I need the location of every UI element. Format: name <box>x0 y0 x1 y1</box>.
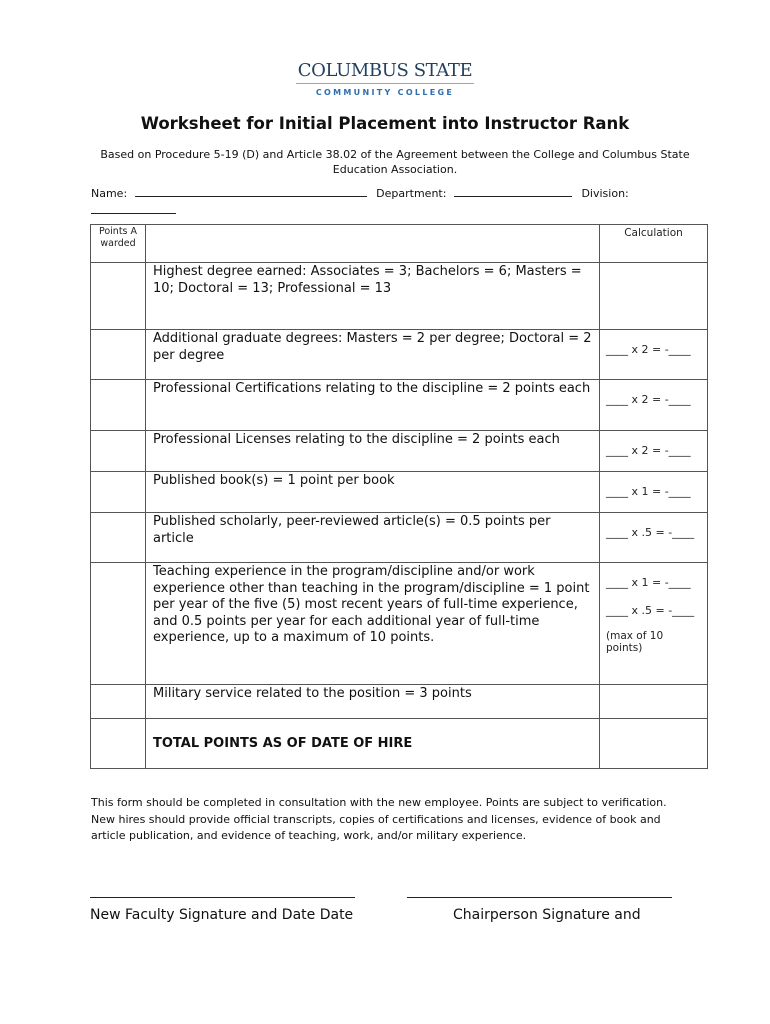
logo-name: COLUMBUS STATE <box>296 60 474 84</box>
calc-line: ____ x .5 = -____ <box>606 526 695 539</box>
row-description: Professional Licenses relating to the discipline = 2 points each <box>146 431 600 472</box>
description-header <box>146 225 600 263</box>
table-row <box>91 563 708 685</box>
calculation-cell <box>600 330 708 380</box>
faculty-signature-label: New Faculty Signature and Date Date <box>90 907 354 923</box>
calculation-cell <box>600 719 708 769</box>
table-row <box>91 472 708 513</box>
page-title: Worksheet for Initial Placement into Instructor Rank <box>140 114 630 133</box>
calculation-cell <box>600 513 708 563</box>
points-cell[interactable] <box>91 330 146 380</box>
department-field[interactable] <box>454 185 572 197</box>
calc-line: ____ x 2 = -____ <box>606 444 691 457</box>
calc-line: ____ x 2 = -____ <box>606 343 691 356</box>
calculation-cell <box>600 685 708 719</box>
calculation-cell <box>600 563 708 685</box>
chair-signature-label: Chairperson Signature and <box>453 907 641 923</box>
calculation-header: Calculation <box>600 225 708 263</box>
points-cell[interactable] <box>91 263 146 330</box>
table-row <box>91 685 708 719</box>
calculation-cell <box>600 431 708 472</box>
division-field[interactable] <box>91 202 176 214</box>
faculty-signature-line[interactable] <box>90 897 355 906</box>
table-row-total <box>91 719 708 769</box>
logo-subtitle: COMMUNITY COLLEGE <box>315 88 455 97</box>
procedure-subtitle: Based on Procedure 5-19 (D) and Article 38.02 of the Agreement between the College and Columbus State Education Association. <box>100 148 690 176</box>
total-label: TOTAL POINTS AS OF DATE OF HIRE <box>146 719 600 769</box>
faculty-signature-block <box>90 897 355 924</box>
row-description: Published scholarly, peer-reviewed article(s) = 0.5 points per article <box>146 513 600 563</box>
points-cell[interactable] <box>91 563 146 685</box>
points-cell[interactable] <box>91 719 146 769</box>
points-cell[interactable] <box>91 472 146 513</box>
division-label: Division: <box>581 187 629 200</box>
table-row <box>91 513 708 563</box>
table-row <box>91 263 708 330</box>
name-field[interactable] <box>135 185 367 197</box>
chair-signature-line[interactable] <box>407 897 672 906</box>
instructions-text: This form should be completed in consultation with the new employee. Points are subject to verification. New hires should provide official transcripts, copies of certifications and licenses, evidence of book and article publication, and evidence of teaching, work, and/or military experience. <box>91 796 667 842</box>
row-description: Military service related to the position = 3 points <box>146 685 600 719</box>
points-cell[interactable] <box>91 685 146 719</box>
row-description: Highest degree earned: Associates = 3; Bachelors = 6; Masters = 10; Doctoral = 13; Professional = 13 <box>146 263 600 330</box>
college-logo <box>0 60 770 97</box>
calculation-cell <box>600 472 708 513</box>
row-description: Teaching experience in the program/discipline and/or work experience other than teaching in the program/discipline = 1 point per year of the five (5) most recent years of full-time experience, and 0.5 points per year for each additional year of full-time experience, up to a maximum of 10 points. <box>146 563 600 685</box>
points-header: Points Awarded <box>91 225 146 263</box>
table-header <box>91 225 708 263</box>
chair-signature-block <box>407 897 672 924</box>
calculation-cell <box>600 380 708 431</box>
employee-fields <box>91 185 701 219</box>
calc-line: ____ x 2 = -____ <box>606 393 691 406</box>
calc-line: ____ x 1 = -____ <box>606 485 691 498</box>
table-row <box>91 330 708 380</box>
table-row <box>91 380 708 431</box>
table-row <box>91 431 708 472</box>
points-cell[interactable] <box>91 431 146 472</box>
department-label: Department: <box>376 187 447 200</box>
max-note: (max of 10 points) <box>606 630 664 654</box>
row-description: Professional Certifications relating to the discipline = 2 points each <box>146 380 600 431</box>
points-cell[interactable] <box>91 380 146 431</box>
calc-line: ____ x 1 = -____ <box>606 576 691 589</box>
name-label: Name: <box>91 187 128 200</box>
row-description: Additional graduate degrees: Masters = 2 per degree; Doctoral = 2 per degree <box>146 330 600 380</box>
points-table <box>90 224 708 769</box>
points-cell[interactable] <box>91 513 146 563</box>
calculation-cell <box>600 263 708 330</box>
calc-line: ____ x .5 = -____ <box>606 604 695 617</box>
row-description: Published book(s) = 1 point per book <box>146 472 600 513</box>
